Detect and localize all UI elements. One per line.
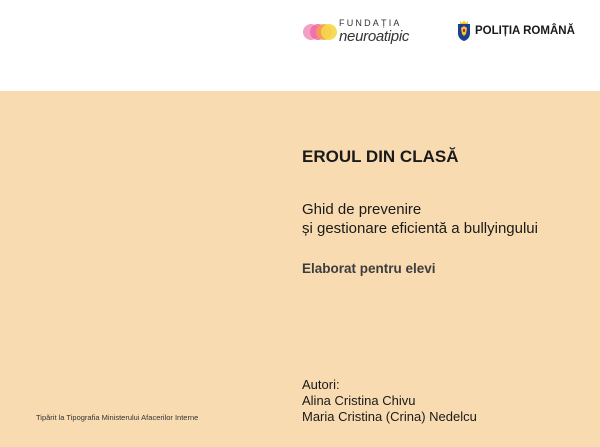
- document-title: EROUL DIN CLASĂ: [302, 147, 459, 166]
- author-name: Maria Cristina (Crina) Nedelcu: [302, 409, 477, 424]
- printer-note: Tipărit la Tipografia Ministerului Afacerilor Interne: [36, 413, 199, 422]
- audience-label: Elaborat pentru elevi: [302, 261, 436, 276]
- foundation-logo-top-text: FUNDAȚIA: [339, 18, 402, 28]
- subtitle-line-1: Ghid de prevenire: [302, 201, 422, 218]
- cover-panel: [0, 91, 600, 447]
- police-logo-text: POLIȚIA ROMÂNĂ: [475, 25, 575, 37]
- authors-label: Autori:: [302, 377, 340, 392]
- authors-block: [302, 377, 477, 425]
- header-bar: [0, 0, 600, 91]
- coat-of-arms-icon: [457, 20, 471, 42]
- foundation-logo-icon: [303, 22, 337, 42]
- foundation-logo-bottom-text: neuroatipic: [339, 28, 410, 45]
- document-subtitle: [302, 200, 538, 238]
- foundation-logo: [303, 17, 423, 47]
- subtitle-line-2: și gestionare eficientă a bullyingului: [302, 220, 538, 237]
- author-name: Alina Cristina Chivu: [302, 393, 416, 408]
